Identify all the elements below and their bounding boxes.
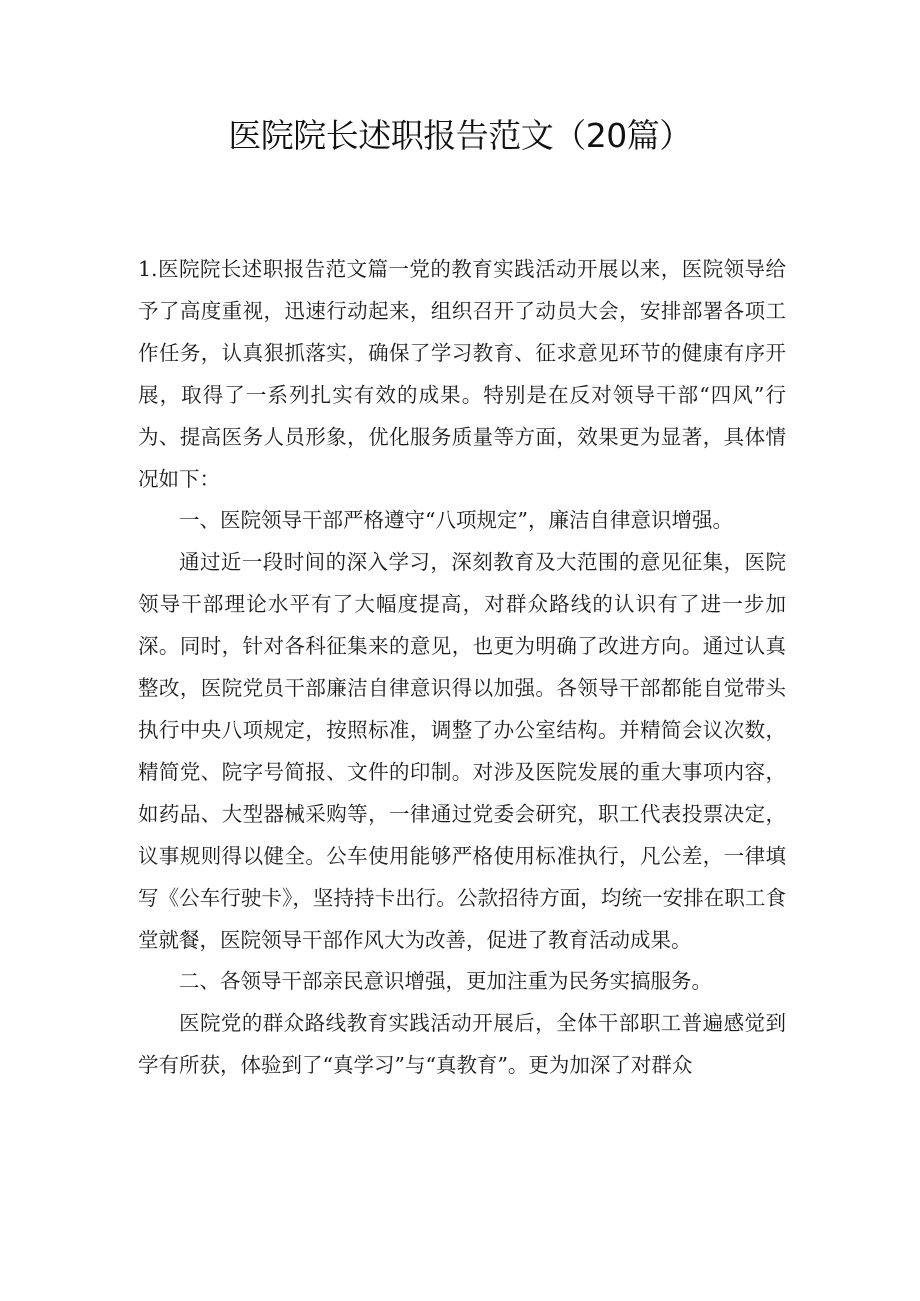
document-title: 医院院长述职报告范文（20篇） (228, 116, 692, 155)
paragraph-section-1: 通过近一段时间的深入学习，深刻教育及大范围的意见征集，医院领导干部理论水平有了大幅度提高，对群众路线的认识有了进一步加深。同时，针对各科征集来的意见，也更为明确了改进方向。通过认真整改，医院党员干部廉洁自律意识得以加强。各领导干部都能自觉带头执行中央八项规定，按照标准，调整了办公室结构。并精简会议次数，精简党、院字号简报、文件的印制。对涉及医院发展的重大事项内容，如药品、大型器械采购等，一律通过党委会研究，职工代表投票决定，议事规则得以健全。公车使用能够严格使用标准执行，凡公差，一律填写《公车行驶卡》，坚持持卡出行。公款招待方面，均统一安排在职工食堂就餐，医院领导干部作风大为改善，促进了教育活动成果。 (138, 550, 786, 952)
section-heading-2: 二、各领导干部亲民意识增强，更加注重为民务实搞服务。 (179, 969, 712, 994)
section-heading-1: 一、医院领导干部严格遵守“八项规定”，廉洁自律意识增强。 (179, 508, 733, 533)
paragraph-section-2: 医院党的群众路线教育实践活动开展后，全体干部职工普遍感觉到学有所获，体验到了“真学习”与“真教育”。更为加深了对群众 (138, 1011, 786, 1078)
paragraph-intro: 1.医院院长述职报告范文篇一党的教育实践活动开展以来，医院领导给予了高度重视，迅速行动起来，组织召开了动员大会，安排部署各项工作任务，认真狠抓落实，确保了学习教育、征求意见环节的健康有序开展，取得了一系列扎实有效的成果。特别是在反对领导干部“四风”行为、提高医务人员形象，优化服务质量等方面，效果更为显著，具体情况如下： (138, 257, 786, 491)
document-body (138, 249, 786, 1087)
